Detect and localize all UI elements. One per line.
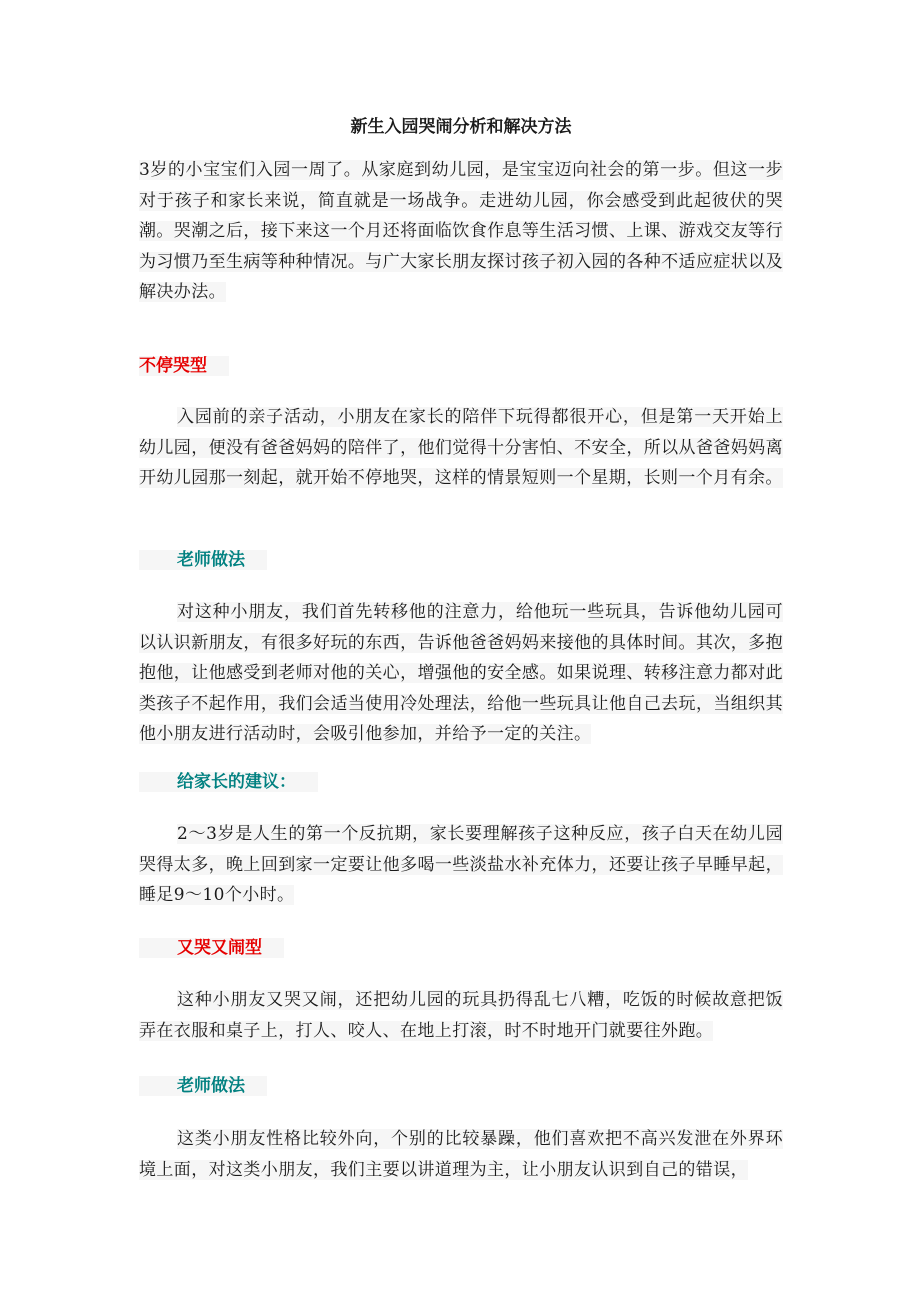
- section-heading-text: 又哭又闹型: [139, 938, 284, 958]
- document-title: 新生入园哭闹分析和解决方法: [350, 117, 572, 137]
- teacher-method-heading-1: [139, 546, 267, 574]
- section-heading-text: 不停哭型: [139, 356, 229, 376]
- intro-text: 3岁的小宝宝们入园一周了。从家庭到幼儿园，是宝宝迈向社会的第一步。但这一步对于孩子和家长来说，简直就是一场战争。走进幼儿园，你会感受到此起彼伏的哭潮。哭潮之后，接下来这一个月还将面临饮食作息等生活习惯、上课、游戏交友等行为习惯乃至生病等种种情况。与广大家长朋友探讨孩子初入园的各种不适应症状以及解决办法。: [139, 160, 783, 303]
- parent-advice-heading-text: 给家长的建议：: [139, 772, 318, 792]
- teacher-method-heading-text: 老师做法: [139, 1076, 267, 1096]
- intro-paragraph: [139, 155, 783, 308]
- teacher-method-body-text: 这类小朋友性格比较外向，个别的比较暴躁，他们喜欢把不高兴发泄在外界环境上面，对这类小朋友，我们主要以讲道理为主，让小朋友认识到自己的错误，: [139, 1129, 783, 1180]
- parent-advice-body: [139, 819, 783, 911]
- section-heading-nonstop-crying: [139, 352, 229, 380]
- teacher-method-heading-text: 老师做法: [139, 550, 267, 570]
- parent-advice-body-text: 2～3岁是人生的第一个反抗期，家长要理解孩子这种反应，孩子白天在幼儿园哭得太多，晚上回到家一定要让他多喝一些淡盐水补充体力，还要让孩子早睡早起，睡足9～10个小时。: [139, 824, 783, 906]
- section-heading-cry-and-fuss: [139, 934, 284, 962]
- teacher-method-body-1: [139, 597, 783, 750]
- section-body-text: 入园前的亲子活动，小朋友在家长的陪伴下玩得都很开心，但是第一天开始上幼儿园，便没有爸爸妈妈的陪伴了，他们觉得十分害怕、不安全，所以从爸爸妈妈离开幼儿园那一刻起，就开始不停地哭，这样的情景短则一个星期，长则一个月有余。: [139, 407, 783, 489]
- teacher-method-body-text: 对这种小朋友，我们首先转移他的注意力，给他玩一些玩具，告诉他幼儿园可以认识新朋友，有很多好玩的东西，告诉他爸爸妈妈来接他的具体时间。其次，多抱抱他，让他感受到老师对他的关心，增强他的安全感。如果说理、转移注意力都对此类孩子不起作用，我们会适当使用冷处理法，给他一些玩具让他自己去玩，当组织其他小朋友进行活动时，会吸引他参加，并给予一定的关注。: [139, 602, 783, 745]
- section-body-cry-and-fuss: [139, 985, 783, 1046]
- section-body-nonstop-crying: [139, 402, 783, 494]
- section-body-text: 这种小朋友又哭又闹，还把幼儿园的玩具扔得乱七八糟，吃饭的时候故意把饭弄在衣服和桌子上，打人、咬人、在地上打滚，时不时地开门就要往外跑。: [139, 990, 783, 1041]
- parent-advice-heading: [139, 768, 318, 796]
- teacher-method-body-2: [139, 1124, 783, 1185]
- teacher-method-heading-2: [139, 1072, 267, 1100]
